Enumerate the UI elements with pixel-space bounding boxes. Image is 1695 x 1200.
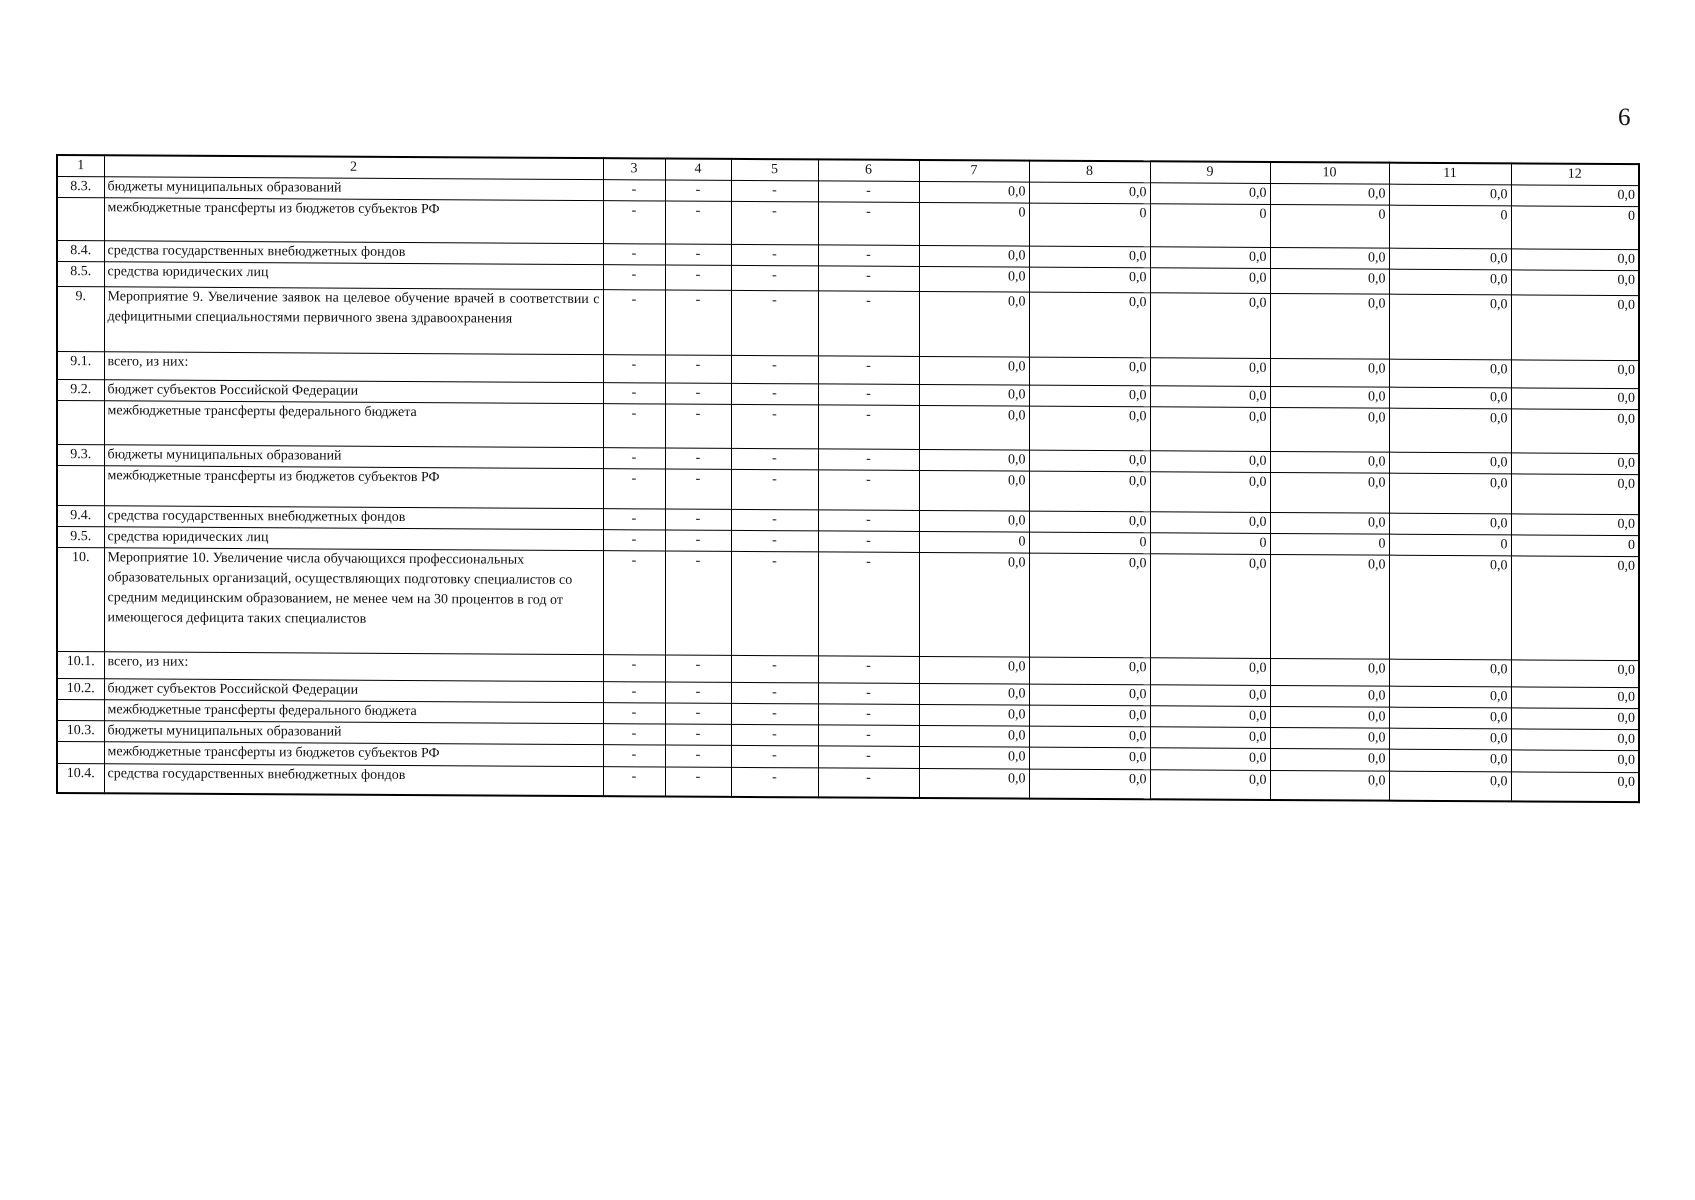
value-cell: 0,0 [1150,748,1270,771]
dash-cell: - [603,265,665,290]
value-cell: 0,0 [1029,657,1150,685]
value-cell: 0,0 [1511,388,1639,410]
dash-cell: - [665,767,731,796]
dash-cell: - [665,703,731,724]
value-cell: 0,0 [1389,749,1511,772]
dash-cell: - [731,290,818,356]
dash-cell: - [818,510,919,532]
value-cell: 0,0 [1029,450,1150,472]
dash-cell: - [818,245,919,267]
value-cell: 0,0 [1270,512,1389,534]
value-cell: 0 [919,531,1029,553]
dash-cell: - [818,746,919,769]
column-header: 8 [1029,161,1150,183]
value-cell: 0,0 [919,768,1029,798]
value-cell: 0,0 [1029,471,1150,512]
row-description-cell: Мероприятие 9. Увеличение заявок на целевое обучение врачей в соответствии с дефицитными специальностями первичного звена здравоохранения [104,287,603,355]
dash-cell: - [818,704,919,726]
dash-cell: - [731,244,818,266]
dash-cell: - [665,180,731,201]
dash-cell: - [665,290,731,355]
value-cell: 0 [1150,533,1270,555]
value-cell: 0,0 [1511,729,1639,751]
value-cell: 0 [1029,203,1150,247]
row-description-cell: средства государственных внебюджетных фондов [104,506,603,530]
value-cell: 0,0 [1270,472,1389,513]
value-cell: 0,0 [1029,705,1150,727]
row-number-cell: 10.3. [57,721,104,742]
column-header: 4 [665,159,731,181]
value-cell: 0,0 [1270,748,1389,771]
dash-cell: - [731,180,818,202]
row-number-cell: 10.4. [57,764,104,793]
dash-cell: - [603,655,665,682]
value-cell: 0 [1270,533,1389,555]
value-cell: 0,0 [919,384,1029,406]
value-cell: 0,0 [1150,358,1270,387]
value-cell: 0,0 [1511,708,1639,730]
row-number-cell: 9.5. [57,527,104,548]
table-row [57,548,1639,661]
row-number-cell: 9.1. [57,352,104,380]
column-header: 9 [1150,161,1270,183]
value-cell: 0,0 [1511,453,1639,475]
dash-cell: - [818,768,919,798]
value-cell: 0,0 [919,725,1029,747]
dash-cell: - [731,551,818,656]
value-cell: 0,0 [1389,686,1511,708]
column-header: 11 [1389,163,1511,185]
value-cell: 0,0 [1389,555,1511,660]
row-number-cell: 9.3. [57,445,104,466]
dash-cell: - [603,180,665,201]
dash-cell: - [603,355,665,383]
row-number-cell: 9.4. [57,506,104,527]
row-number-cell: 10.2. [57,679,104,700]
dash-cell: - [603,745,665,767]
value-cell: 0,0 [1511,270,1639,296]
value-cell: 0,0 [1270,386,1389,408]
value-cell: 0,0 [1150,658,1270,686]
dash-cell: - [603,767,665,796]
dash-cell: - [665,404,731,448]
dash-cell: - [731,404,818,449]
row-description-cell: бюджет субъектов Российской Федерации [104,380,603,404]
dash-cell: - [818,181,919,203]
row-number-cell: 8.5. [57,262,104,287]
row-number-cell: 8.4. [57,241,104,262]
value-cell: 0,0 [1511,360,1639,389]
value-cell: 0,0 [1150,685,1270,707]
value-cell: 0,0 [1029,267,1150,293]
value-cell: 0,0 [1029,511,1150,533]
value-cell: 0,0 [1511,185,1639,207]
row-description-cell: межбюджетные трансферты федерального бюджета [104,700,603,724]
row-description-cell: бюджеты муниципальных образований [104,445,603,469]
row-number-cell: 9. [57,287,104,352]
value-cell: 0,0 [919,552,1029,657]
value-cell: 0,0 [1389,659,1511,687]
value-cell: 0,0 [1511,474,1639,515]
value-cell: 0,0 [1270,183,1389,205]
row-number-cell: 8.3. [57,177,104,198]
value-cell: 0,0 [1270,706,1389,728]
dash-cell: - [603,703,665,724]
value-cell: 0,0 [1029,292,1150,358]
dash-cell: - [603,244,665,265]
value-cell: 0,0 [1511,295,1639,361]
dash-cell: - [603,290,665,355]
value-cell: 0,0 [919,266,1029,292]
row-description-cell: межбюджетные трансферты из бюджетов субъектов РФ [104,466,603,509]
value-cell: 0,0 [1029,684,1150,706]
value-cell: 0 [1270,204,1389,248]
column-header: 6 [818,159,919,181]
value-cell: 0,0 [1150,554,1270,659]
value-cell: 0,0 [919,683,1029,705]
row-description-cell: средства юридических лиц [104,527,603,551]
value-cell: 0,0 [1511,514,1639,536]
value-cell: 0,0 [1389,771,1511,801]
dash-cell: - [665,551,731,655]
budget-table [56,154,1640,803]
row-description-cell: всего, из них: [104,352,603,383]
value-cell: 0,0 [1150,706,1270,728]
row-description-cell: средства государственных внебюджетных фондов [104,764,603,796]
row-number-cell: 9.2. [57,380,104,401]
dash-cell: - [665,530,731,551]
dash-cell: - [731,201,818,245]
dash-cell: - [665,469,731,509]
value-cell: 0,0 [1511,772,1639,802]
dash-cell: - [731,448,818,470]
value-cell: 0,0 [1029,357,1150,386]
dash-cell: - [731,655,818,683]
value-cell: 0,0 [1389,473,1511,514]
dash-cell: - [818,552,919,657]
value-cell: 0,0 [1389,387,1511,409]
value-cell: 0,0 [1389,728,1511,750]
value-cell: 0,0 [1150,472,1270,513]
value-cell: 0,0 [1150,407,1270,452]
value-cell: 0,0 [919,356,1029,385]
value-cell: 0 [1511,535,1639,557]
page-number: 6 [1618,104,1631,131]
value-cell: 0,0 [1270,770,1389,800]
dash-cell: - [818,449,919,471]
value-cell: 0,0 [1270,247,1389,269]
value-cell: 0,0 [1150,451,1270,473]
value-cell: 0 [1389,534,1511,556]
value-cell: 0,0 [1150,247,1270,269]
value-cell: 0 [1511,206,1639,250]
dash-cell: - [818,725,919,747]
value-cell: 0,0 [1511,750,1639,773]
dash-cell: - [818,470,919,511]
dash-cell: - [665,724,731,745]
value-cell: 0,0 [919,470,1029,511]
dash-cell: - [665,355,731,383]
value-cell: 0,0 [1150,727,1270,749]
value-cell: 0,0 [1029,747,1150,770]
value-cell: 0,0 [1029,726,1150,748]
value-cell: 0,0 [919,704,1029,726]
value-cell: 0,0 [1389,707,1511,729]
value-cell: 0,0 [1029,246,1150,268]
dash-cell: - [665,682,731,703]
dash-cell: - [603,509,665,530]
value-cell: 0,0 [919,405,1029,450]
row-number-cell: 10.1. [57,652,104,679]
value-cell: 0,0 [1389,452,1511,474]
dash-cell: - [818,656,919,684]
dash-cell: - [731,469,818,510]
row-description-cell: средства государственных внебюджетных фондов [104,241,603,265]
value-cell: 0,0 [1270,658,1389,686]
row-description-cell: межбюджетные трансферты федерального бюджета [104,401,603,448]
row-number-cell: 10. [57,548,104,652]
value-cell: 0,0 [1270,407,1389,452]
row-description-cell: межбюджетные трансферты из бюджетов субъектов РФ [104,742,603,767]
dash-cell: - [731,724,818,746]
value-cell: 0,0 [1150,386,1270,408]
dash-cell: - [731,355,818,384]
value-cell: 0,0 [1270,685,1389,707]
column-header: 7 [919,160,1029,182]
dash-cell: - [603,448,665,469]
value-cell: 0,0 [1029,385,1150,407]
value-cell: 0,0 [1389,269,1511,295]
value-cell: 0,0 [1270,451,1389,473]
value-cell: 0,0 [1150,770,1270,800]
column-header: 5 [731,159,818,181]
row-description-cell: бюджеты муниципальных образований [104,721,603,745]
dash-cell: - [665,745,731,767]
dash-cell: - [665,201,731,244]
dash-cell: - [731,265,818,291]
value-cell: 0 [1029,532,1150,554]
dash-cell: - [731,383,818,405]
table-body [57,177,1639,802]
value-cell: 0,0 [1150,512,1270,534]
value-cell: 0,0 [1511,409,1639,454]
value-cell: 0,0 [1511,660,1639,688]
row-number-cell [57,401,104,445]
value-cell: 0,0 [1511,249,1639,271]
value-cell: 0,0 [1389,184,1511,206]
dash-cell: - [731,767,818,797]
value-cell: 0,0 [919,245,1029,267]
dash-cell: - [665,383,731,404]
value-cell: 0,0 [1270,727,1389,749]
column-header: 10 [1270,162,1389,184]
column-header: 1 [57,155,104,177]
value-cell: 0 [1389,205,1511,249]
value-cell: 0,0 [1029,182,1150,204]
dash-cell: - [603,469,665,509]
dash-cell: - [603,530,665,551]
dash-cell: - [665,244,731,265]
row-description-cell: средства юридических лиц [104,262,603,290]
dash-cell: - [665,509,731,530]
column-header: 12 [1511,163,1639,185]
row-number-cell [57,742,104,764]
row-number-cell [57,466,104,506]
row-number-cell [57,198,104,241]
dash-cell: - [603,404,665,448]
dash-cell: - [665,265,731,290]
dash-cell: - [731,682,818,704]
value-cell: 0,0 [919,449,1029,471]
value-cell: 0,0 [1029,769,1150,799]
dash-cell: - [731,509,818,531]
value-cell: 0 [1150,204,1270,248]
value-cell: 0 [919,202,1029,246]
row-number-cell [57,700,104,721]
value-cell: 0,0 [1389,248,1511,270]
value-cell: 0,0 [919,510,1029,532]
row-description-cell: межбюджетные трансферты из бюджетов субъектов РФ [104,198,603,244]
value-cell: 0,0 [919,746,1029,769]
row-description-cell: Мероприятие 10. Увеличение числа обучающихся профессиональных образовательных организаций, осуществляющих подготовку специалистов со средним медицинским образованием, не менее чем на 30 процентов в год от имеющегося дефицита таких специалистов [104,548,603,655]
column-header: 2 [104,155,603,179]
dash-cell: - [818,531,919,553]
dash-cell: - [818,384,919,406]
dash-cell: - [731,530,818,552]
dash-cell: - [818,202,919,246]
value-cell: 0,0 [1270,554,1389,659]
value-cell: 0,0 [1150,183,1270,205]
dash-cell: - [818,266,919,292]
row-description-cell: всего, из них: [104,652,603,682]
dash-cell: - [731,745,818,768]
value-cell: 0,0 [919,656,1029,684]
value-cell: 0,0 [1270,358,1389,387]
dash-cell: - [603,383,665,404]
table-row [57,287,1639,361]
dash-cell: - [603,551,665,655]
dash-cell: - [818,291,919,357]
dash-cell: - [665,448,731,469]
dash-cell: - [818,683,919,705]
dash-cell: - [731,703,818,725]
value-cell: 0,0 [1389,294,1511,360]
row-description-cell: бюджеты муниципальных образований [104,177,603,201]
value-cell: 0,0 [919,291,1029,357]
value-cell: 0,0 [1150,268,1270,294]
dash-cell: - [603,682,665,703]
dash-cell: - [818,356,919,385]
value-cell: 0,0 [1270,268,1389,294]
value-cell: 0,0 [1270,293,1389,359]
value-cell: 0,0 [1511,687,1639,709]
value-cell: 0,0 [1389,408,1511,453]
dash-cell: - [603,724,665,745]
row-description-cell: бюджет субъектов Российской Федерации [104,679,603,703]
value-cell: 0,0 [1389,513,1511,535]
value-cell: 0,0 [1511,556,1639,661]
column-header: 3 [603,158,665,180]
dash-cell: - [603,201,665,244]
value-cell: 0,0 [1029,553,1150,658]
dash-cell: - [665,655,731,682]
value-cell: 0,0 [1029,406,1150,451]
value-cell: 0,0 [919,181,1029,203]
value-cell: 0,0 [1389,359,1511,388]
value-cell: 0,0 [1150,293,1270,359]
dash-cell: - [818,405,919,450]
